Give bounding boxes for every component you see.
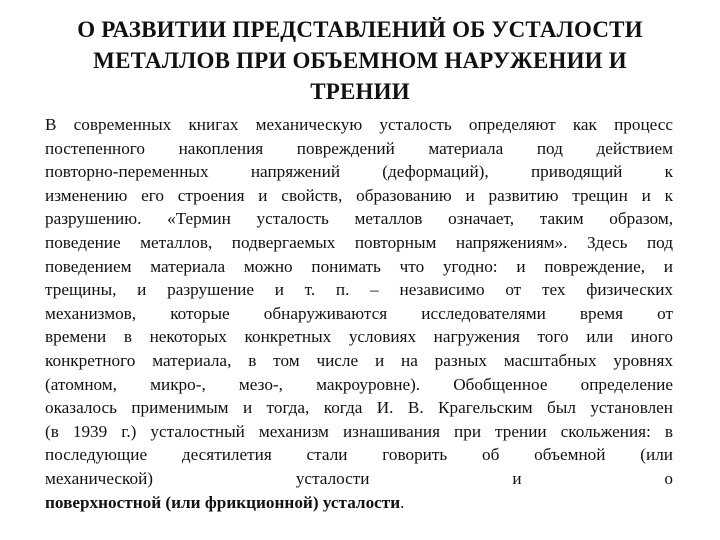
body-line: поведением материала можно понимать что угодно: и повреждение, и <box>45 256 673 276</box>
body-line: поведение металлов, подвергаемых повторным напряжениям». Здесь под <box>45 232 673 252</box>
body-line: (в 1939 г.) усталостный механизм изнашивания при трении скольжения: в <box>45 421 673 441</box>
title-line-3: ТРЕНИИ <box>310 79 410 104</box>
body-line: В современных книгах механическую усталость определяют как процесс <box>45 115 673 134</box>
title-line-2: МЕТАЛЛОВ ПРИ ОБЪЕМНОМ НАРУЖЕНИИ И <box>93 48 627 73</box>
body-line: механической) усталости и о <box>45 468 673 488</box>
body-line: (атомном, микро-, мезо-, макроуровне). Обобщенное определение <box>45 374 673 394</box>
body-line: повторно-переменных напряжений (деформаций), приводящий к <box>45 162 673 182</box>
body-line: постепенного накопления повреждений материала под действием <box>45 138 673 158</box>
body-line: конкретного материала, в том числе и на разных масштабных уровнях <box>45 350 673 370</box>
bold-phrase: поверхностной (или фрикционной) усталости <box>45 492 401 512</box>
body-paragraph <box>45 113 673 514</box>
body-line: трещины, и разрушение и т. п. – независимо от тех физических <box>45 280 673 300</box>
body-line: оказалось применимым и тогда, когда И. В. Крагельским был установлен <box>45 398 673 418</box>
page-title <box>40 14 680 107</box>
body-line: механизмов, которые обнаруживаются исследователями время от <box>45 303 673 323</box>
final-period: . <box>400 492 405 512</box>
body-last-line <box>45 491 673 515</box>
body-line: времени в некоторых конкретных условиях нагружения того или иного <box>45 327 673 347</box>
body-line: разрушению. «Термин усталость металлов означает, таким образом, <box>45 209 673 229</box>
title-line-1: О РАЗВИТИИ ПРЕДСТАВЛЕНИЙ ОБ УСТАЛОСТИ <box>77 17 643 42</box>
body-line: последующие десятилетия стали говорить об объемной (или <box>45 445 673 465</box>
body-line: изменению его строения и свойств, образованию и развитию трещин и к <box>45 185 673 205</box>
